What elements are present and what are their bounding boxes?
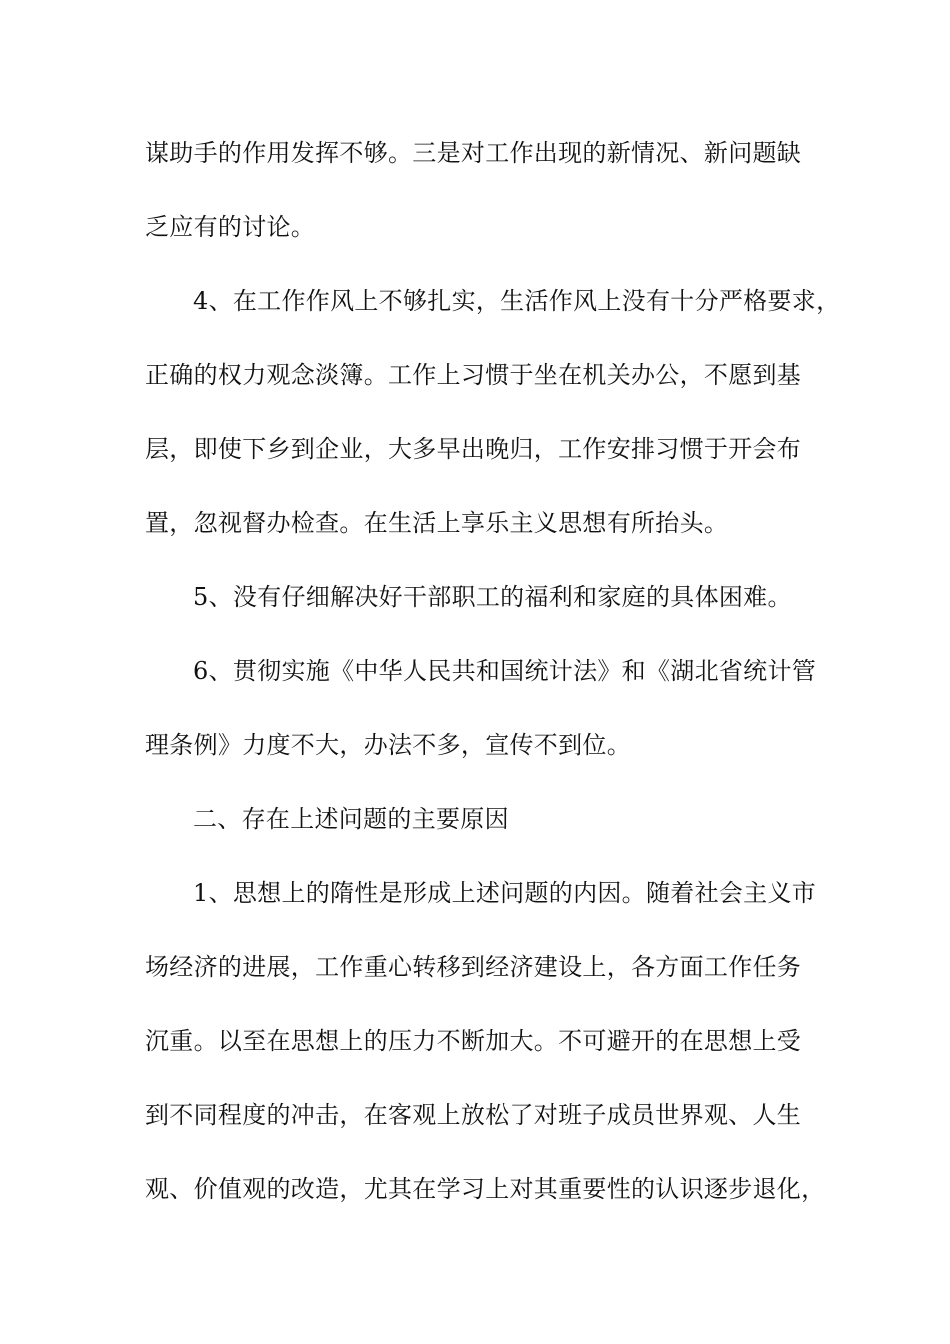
text-line: 到不同程度的冲击，在客观上放松了对班子成员世界观、人生 (145, 1101, 802, 1129)
paragraph-start-line: 5、没有仔细解决好干部职工的福利和家庭的具体困难。 (193, 583, 792, 611)
paragraph-start-line: 4、在工作作风上不够扎实，生活作风上没有十分严格要求， (193, 287, 841, 315)
text-line: 层，即使下乡到企业，大多早出晚归，工作安排习惯于开会布 (145, 435, 802, 463)
text-line: 沉重。以至在思想上的压力不断加大。不可避开的在思想上受 (145, 1027, 802, 1055)
paragraph-start-line: 1、思想上的隋性是形成上述问题的内因。随着社会主义市 (193, 879, 817, 907)
section-heading: 二、存在上述问题的主要原因 (193, 805, 509, 833)
text-line: 谋助手的作用发挥不够。三是对工作出现的新情况、新问题缺 (145, 139, 802, 167)
text-line: 观、价值观的改造，尤其在学习上对其重要性的认识逐步退化， (145, 1175, 826, 1203)
text-line: 乏应有的讨论。 (145, 213, 316, 241)
text-line: 置，忽视督办检查。在生活上享乐主义思想有所抬头。 (145, 509, 729, 537)
text-line: 场经济的进展，工作重心转移到经济建设上，各方面工作任务 (145, 953, 802, 981)
text-line: 正确的权力观念淡簿。工作上习惯于坐在机关办公，不愿到基 (145, 361, 802, 389)
text-line: 理条例》力度不大，办法不多，宣传不到位。 (145, 731, 631, 759)
paragraph-start-line: 6、贯彻实施《中华人民共和国统计法》和《湖北省统计管 (193, 657, 817, 685)
